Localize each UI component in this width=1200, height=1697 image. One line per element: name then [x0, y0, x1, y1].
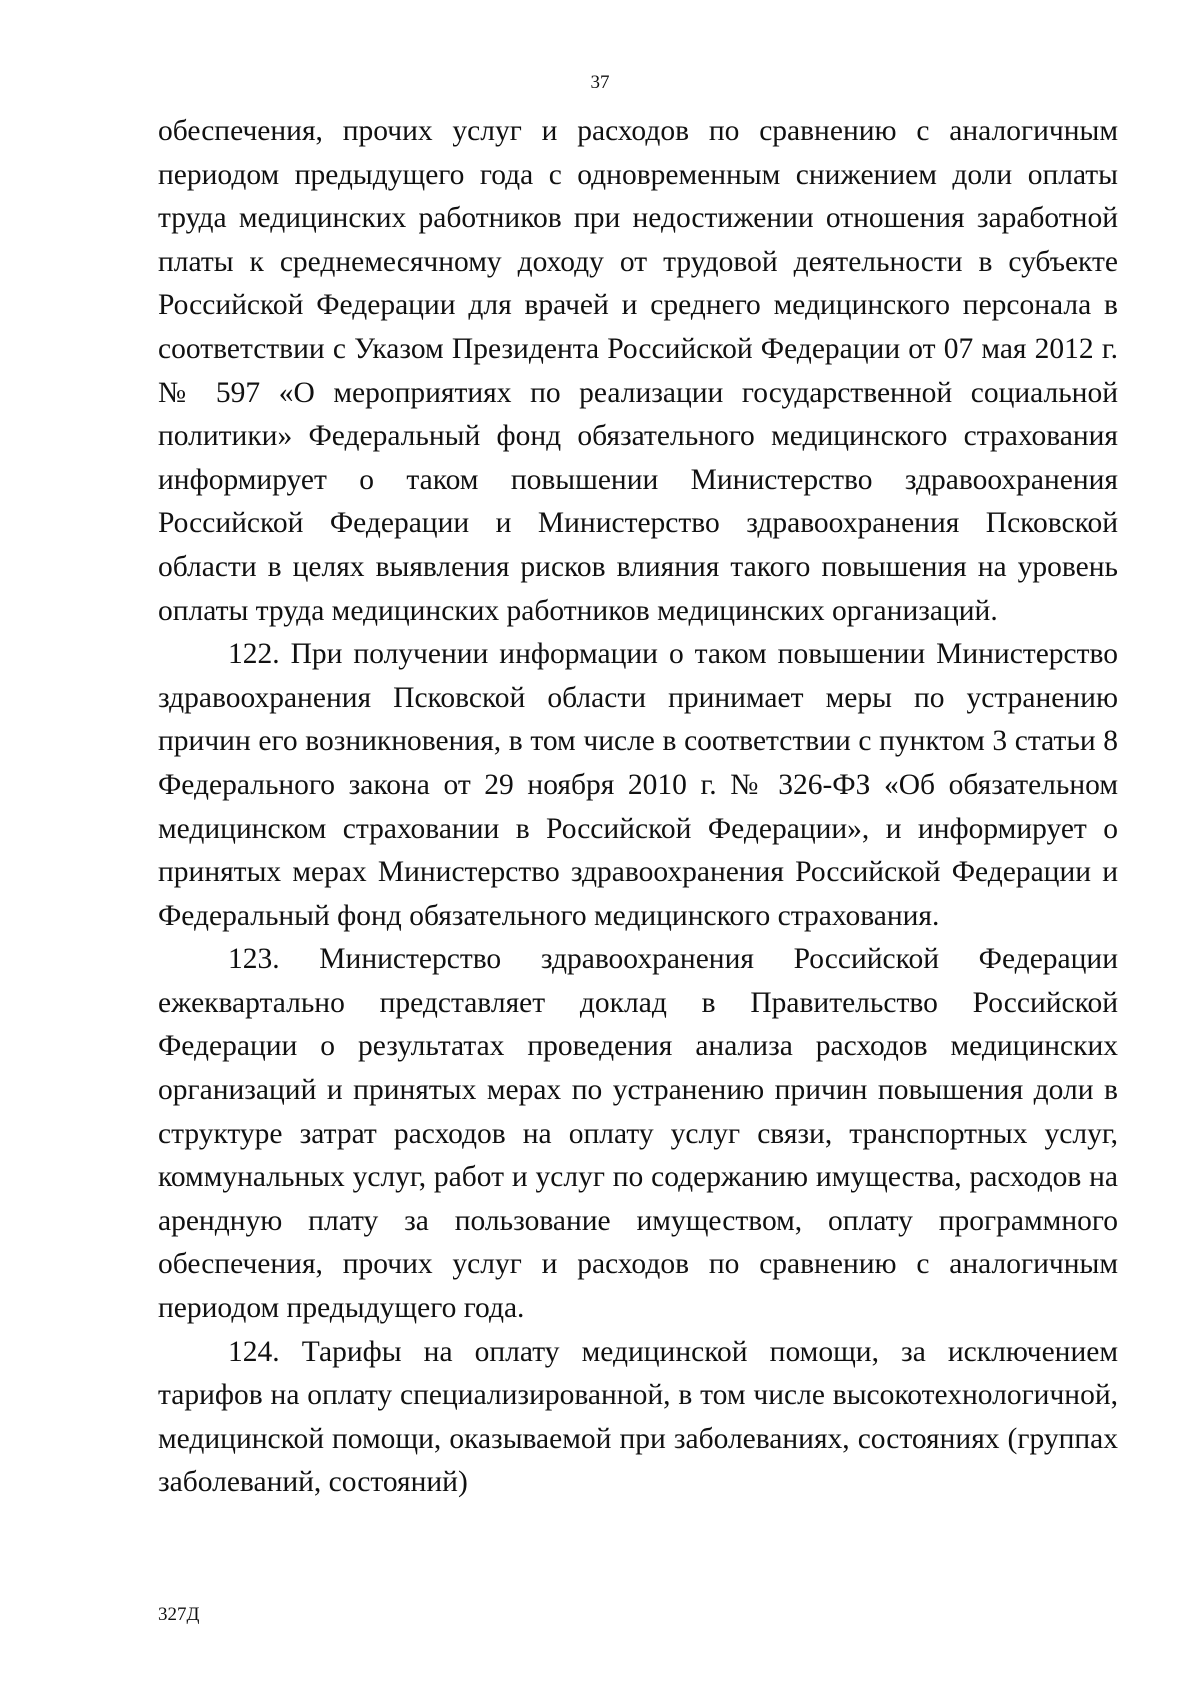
page-number: 37 [590, 72, 610, 93]
paragraph-123: 123. Министерство здравоохранения Российской Федерации ежеквартально представляет доклад в Правительство Российской Федерации о результатах проведения анализа расходов медицинских организаций и принятых мерах по устранению причин повышения доли в структуре затрат расходов на оплату услуг связи, транспортных услуг, коммунальных услуг, работ и услуг по содержанию имущества, расходов на арендную плату за пользование имуществом, оплату программного обеспечения, прочих услуг и расходов по сравнению с аналогичным периодом предыдущего года. [158, 943, 1118, 1325]
paragraph-124: 124. Тарифы на оплату медицинской помощи, за исключением тарифов на оплату специализированной, в том числе высокотехнологичной, медицинской помощи, оказываемой при заболеваниях, состояниях (группах заболеваний, состояний) [158, 1335, 1118, 1499]
paragraph-122: 122. При получении информации о таком повышении Министерство здравоохранения Псковской области принимает меры по устранению причин его возникновения, в том числе в соответствии с пунктом 3 статьи 8 Федерального закона от 29 ноября 2010 г. № 326-ФЗ «Об обязательном медицинском страховании в Российской Федерации», и информирует о принятых мерах Министерство здравоохранения Российской Федерации и Федеральный фонд обязательного медицинского страхования. [158, 638, 1118, 932]
document-body [158, 110, 1118, 1505]
paragraph-continuation: обеспечения, прочих услуг и расходов по сравнению с аналогичным периодом предыдущего года с одновременным снижением доли оплаты труда медицинских работников при недостижении отношения заработной платы к среднемесячному доходу от трудовой деятельности в субъекте Российской Федерации для врачей и среднего медицинского персонала в соответствии с Указом Президента Российской Федерации от 07 мая 2012 г. № 597 «О мероприятиях по реализации государственной социальной политики» Федеральный фонд обязательного медицинского страхования информирует о таком повышении Министерство здравоохранения Российской Федерации и Министерство здравоохранения Псковской области в целях выявления рисков влияния такого повышения на уровень оплаты труда медицинских работников медицинских организаций. [158, 115, 1118, 627]
document-code: 327Д [158, 1604, 200, 1625]
